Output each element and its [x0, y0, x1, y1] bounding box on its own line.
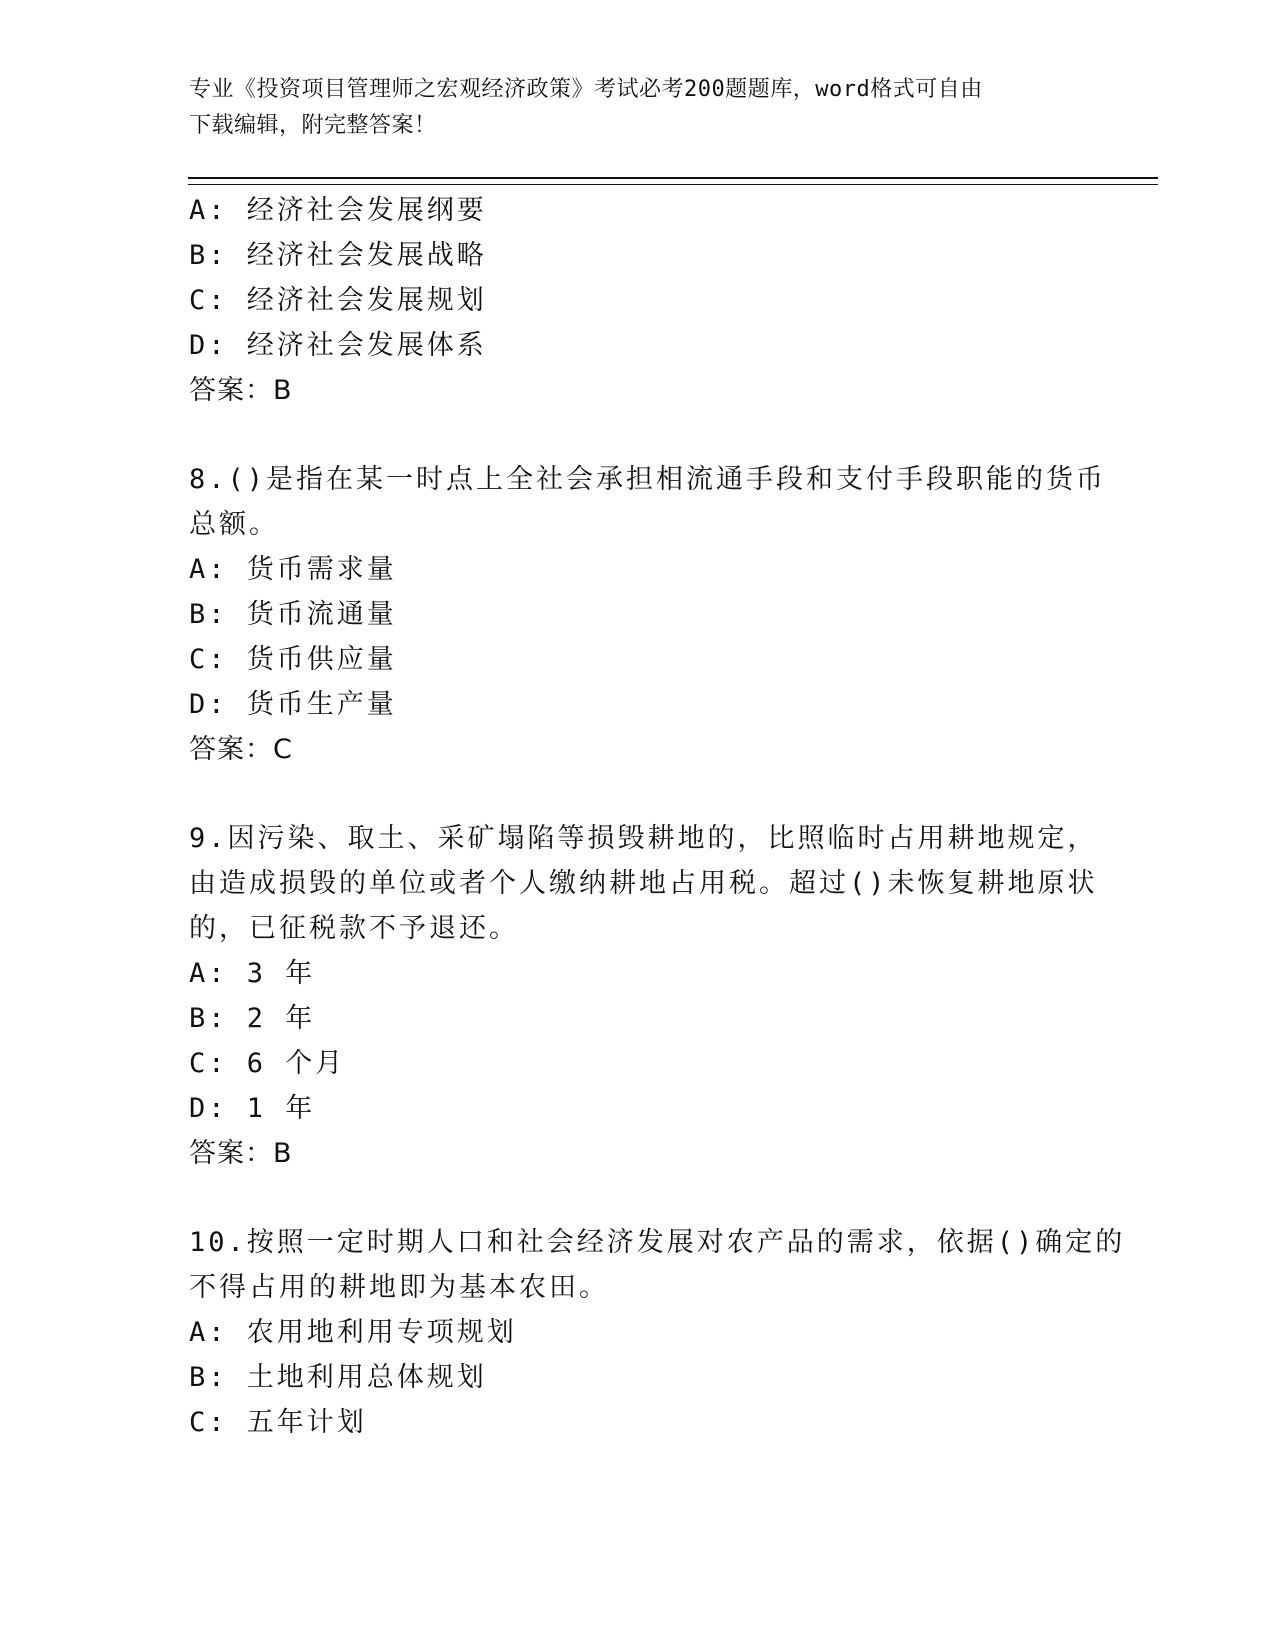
- q9-answer: 答案：B: [189, 1138, 293, 1169]
- q8-answer: 答案：C: [189, 734, 293, 765]
- q9-stem-line-1: 9.因污染、取土、采矿塌陷等损毁耕地的，比照临时占用耕地规定，: [189, 823, 1098, 854]
- document-header: [189, 72, 1079, 144]
- q7-option-d: D: 经济社会发展体系: [189, 330, 487, 361]
- q7-option-a: A: 经济社会发展纲要: [189, 195, 487, 226]
- q10-option-a: A: 农用地利用专项规划: [189, 1317, 517, 1348]
- q7-answer: 答案：B: [189, 375, 293, 406]
- header-line-2: 下载编辑，附完整答案！: [189, 113, 437, 138]
- q9-stem-line-2: 由造成损毁的单位或者个人缴纳耕地占用税。超过()未恢复耕地原状: [189, 868, 1098, 899]
- q10-stem-line-1: 10.按照一定时期人口和社会经济发展对农产品的需求，依据()确定的: [189, 1227, 1126, 1258]
- header-rule-thin: [188, 184, 1158, 185]
- q8-stem-line-1: 8.()是指在某一时点上全社会承担相流通手段和支付手段职能的货币: [189, 464, 1107, 495]
- q8-option-b: B: 货币流通量: [189, 599, 397, 630]
- q9-option-a: A: 3 年: [189, 958, 316, 989]
- q7-option-c: C: 经济社会发展规划: [189, 285, 487, 316]
- q8-stem-line-2: 总额。: [189, 509, 279, 540]
- q10-option-b: B: 土地利用总体规划: [189, 1362, 487, 1393]
- q9-option-b: B: 2 年: [189, 1003, 316, 1034]
- header-line-1: 专业《投资项目管理师之宏观经济政策》考试必考200题题库，word格式可自由: [189, 77, 983, 102]
- q8-option-d: D: 货币生产量: [189, 689, 397, 720]
- q9-option-c: C: 6 个月: [189, 1048, 346, 1079]
- header-rule-thick: [188, 177, 1158, 179]
- q9-stem-line-3: 的，已征税款不予退还。: [189, 913, 519, 944]
- q8-option-a: A: 货币需求量: [189, 554, 397, 585]
- q10-stem-line-2: 不得占用的耕地即为基本农田。: [189, 1272, 609, 1303]
- q7-option-b: B: 经济社会发展战略: [189, 240, 487, 271]
- q9-option-d: D: 1 年: [189, 1093, 316, 1124]
- q10-option-c: C: 五年计划: [189, 1407, 367, 1438]
- q8-option-c: C: 货币供应量: [189, 644, 397, 675]
